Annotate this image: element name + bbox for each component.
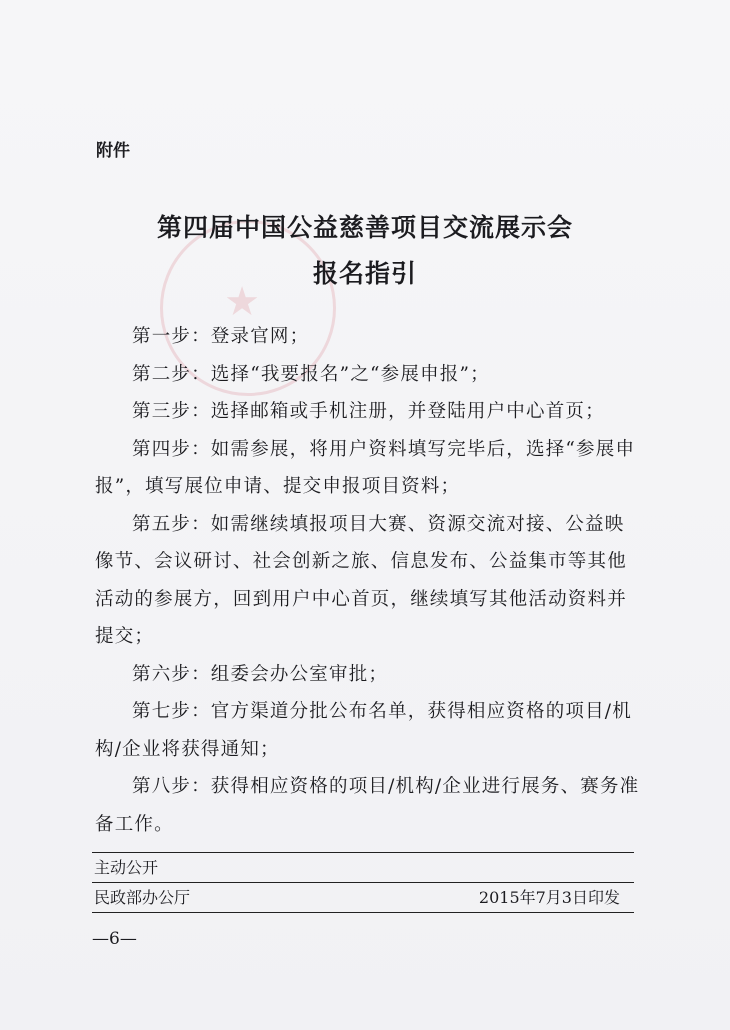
step-list: [95, 318, 640, 843]
issue-date: 2015年7月3日印发: [478, 888, 620, 907]
document-title: 第四届中国公益慈善项目交流展示会: [156, 213, 573, 242]
step-3: 第三步：选择邮箱或手机注册，并登陆用户中心首页；: [132, 401, 605, 422]
page-number: —6—: [92, 929, 137, 949]
step-4: 第四步：如需参展，将用户资料填写完毕后，选择“参展申报”，填写展位申请、提交申报项目资料；: [95, 438, 636, 497]
footer-rule-middle: [92, 882, 634, 883]
step-6: 第六步：组委会办公室审批；: [132, 663, 389, 685]
footer-rule-bottom: [92, 912, 634, 913]
step-7: 第七步：官方渠道分批公布名单，获得相应资格的项目/机构/企业将获得通知；: [95, 701, 632, 760]
issuer-name: 民政部办公厅: [94, 888, 191, 907]
star-icon: ★: [224, 279, 260, 325]
step-1: 第一步：登录官网；: [132, 326, 310, 347]
step-8: 第八步：获得相应资格的项目/机构/企业进行展务、赛务准备工作。: [95, 776, 640, 835]
disclosure-label: 主动公开: [94, 858, 159, 877]
footer-rule-top: [92, 852, 634, 853]
step-5: 第五步：如需继续填报项目大赛、资源交流对接、公益映像节、会议研讨、社会创新之旅、信息发布、公益集市等其他活动的参展方，回到用户中心首页，继续填写其他活动资料并提交；: [95, 513, 627, 647]
step-2: 第二步：选择“我要报名”之“参展申报”；: [132, 363, 490, 385]
attachment-label: 附件: [96, 141, 130, 161]
document-subtitle: 报名指引: [312, 259, 417, 288]
